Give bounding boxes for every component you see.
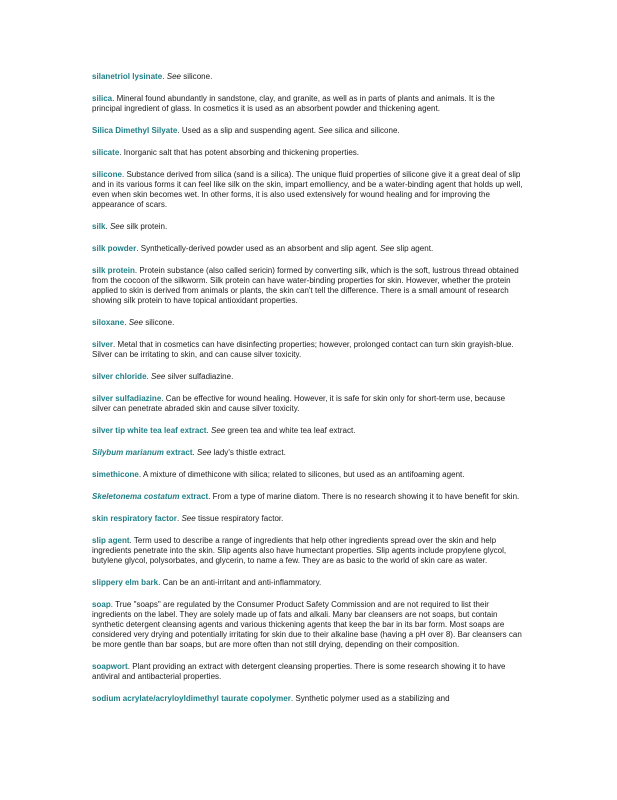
see-reference: See [181,514,196,523]
see-reference: See [166,72,182,81]
entry-term: siloxane [92,318,125,327]
entry-definition: . Inorganic salt that has potent absorbing and thickening properties. [119,148,360,157]
see-reference: See [318,126,333,135]
entry-term: silver chloride [92,372,147,381]
entry-definition: silicone. [142,318,175,327]
glossary-entry [92,244,524,254]
glossary-entry [92,694,524,704]
entry-definition: . Mineral found abundantly in sandstone, clay, and granite, as well as in parts of plants and animals. It is the principal ingredient of glass. In cosmetics it is used as an absorbent powder and thickening agent. [92,94,495,113]
glossary-entry [92,536,524,566]
entry-definition: lady's thistle extract. [211,448,286,457]
see-reference: See [151,372,166,381]
entry-definition: . True "soaps" are regulated by the Consumer Product Safety Commission and are not required to list their ingredients on the label. They are solely made up of fats and alkali. Many bar cleansers are not soaps, but contain synthetic detergent cleansing agents and various thickening agents that keep the bar in its bar form. Most soaps are considered very drying and potentially irritating for skin due to their alkaline base (having a pH over 8). Bar cleansers can be more gentle than bar soaps, but are more often than not still drying, depending on their composition. [92,600,522,649]
entry-definition: . [146,372,152,381]
glossary-entry [92,514,524,524]
entry-definition: silver sulfadiazine. [165,372,234,381]
entry-definition: . A mixture of dimethicone with silica; related to silicones, but used as an antifoaming agent. [138,470,465,479]
entry-definition: silica and silicone. [332,126,400,135]
entry-term: silver tip white tea leaf extract [92,426,207,435]
entry-definition: . Used as a slip and suspending agent. [177,126,319,135]
entry-term: silk protein [92,266,135,275]
entry-term: silicone [92,170,122,179]
glossary-entry [92,470,524,480]
entry-definition: . [176,514,182,523]
entry-definition: tissue respiratory factor. [195,514,284,523]
entry-term: soapwort [92,662,128,671]
entry-term: silver [92,340,114,349]
entry-definition: . Can be effective for wound healing. However, it is safe for skin only for short-term use, because silver can penetrate abraded skin and cause silver toxicity. [92,394,506,413]
entry-term: slippery elm bark [92,578,159,587]
entry-term: silanetriol lysinate [92,72,163,81]
glossary-entry [92,148,524,158]
entry-definition: . [206,426,211,435]
see-reference: See [109,222,125,231]
entry-definition: . [124,318,129,327]
entry-term: sodium acrylate/acryloyldimethyl taurate copolymer [92,694,291,703]
entry-definition: . Substance derived from silica (sand is a silica). The unique fluid properties of silicone give it a great deal of slip and in its various forms it can feel like silk on the skin, impart emolliency, and be a water-binding agent that holds up well, even when skin becomes wet. In other forms, it is also used extensively for wound healing and for improving the appearance of scars. [92,170,523,209]
entry-definition: . [192,448,198,457]
glossary-entries [92,72,524,716]
glossary-entry [92,600,524,650]
glossary-entry [92,340,524,360]
see-reference: See [210,426,226,435]
glossary-entry [92,318,524,328]
entry-term-suffix: extract [163,448,193,457]
glossary-entry [92,448,524,458]
entry-term: silicate [92,148,120,157]
entry-term: silk [92,222,106,231]
entry-definition: . Plant providing an extract with detergent cleansing properties. There is some research showing it to have antiviral and antibacterial properties. [92,662,506,681]
glossary-entry [92,170,524,210]
glossary-entry [92,426,524,436]
glossary-entry [92,394,524,414]
entry-definition: silk protein. [124,222,168,231]
glossary-entry [92,222,524,232]
entry-term: Silybum marianum [92,448,164,457]
see-reference: See [379,244,395,253]
glossary-entry [92,492,524,502]
glossary-entry [92,662,524,682]
entry-definition: silicone. [181,72,213,81]
entry-definition: . Can be an anti-irritant and anti-inflammatory. [158,578,322,587]
glossary-entry [92,126,524,136]
glossary-entry [92,94,524,114]
entry-definition: . Synthetically-derived powder used as an absorbent and slip agent. [136,244,380,253]
glossary-entry [92,372,524,382]
entry-term: silica [92,94,113,103]
entry-term: silver sulfadiazine [92,394,162,403]
entry-term: soap [92,600,111,609]
entry-term: simethicone [92,470,139,479]
entry-definition: . [105,222,110,231]
entry-definition: slip agent. [394,244,434,253]
entry-term: slip agent [92,536,130,545]
glossary-entry [92,578,524,588]
entry-term: Skeletonema costatum [92,492,180,501]
entry-term: skin respiratory factor [92,514,177,523]
entry-term-suffix: extract [179,492,209,501]
entry-definition: green tea and white tea leaf extract. [225,426,356,435]
glossary-entry [92,266,524,306]
see-reference: See [197,448,212,457]
glossary-entry [92,72,524,82]
entry-term: silk powder [92,244,137,253]
entry-definition: . From a type of marine diatom. There is no research showing it to have benefit for skin. [208,492,520,501]
entry-definition: . Protein substance (also called sericin) formed by converting silk, which is the soft, lustrous thread obtained from the cocoon of the silkworm. Silk protein can have water-binding properties for skin. However, whether the protein applied to skin is derived from animals or plants, the skin can't tell the difference. There is a small amount of research showing silk protein to have topical antioxidant properties. [92,266,519,305]
entry-definition: . [162,72,167,81]
entry-definition: . Metal that in cosmetics can have disinfecting properties; however, prolonged contact can turn skin grayish-blue. Silver can be irritating to skin, and can cause silver toxicity. [92,340,514,359]
see-reference: See [128,318,143,327]
entry-definition: . Term used to describe a range of ingredients that help other ingredients spread over the skin and help ingredients penetrate into the skin. Slip agents also have humectant properties. Slip agents include propylene glycol, butylene glycol, polysorbates, and glycerin, to name a few. They are as basic to the world of skin care as water. [92,536,507,565]
entry-term: Silica Dimethyl Silyate [92,126,178,135]
entry-definition: . Synthetic polymer used as a stabilizing and [290,694,450,703]
